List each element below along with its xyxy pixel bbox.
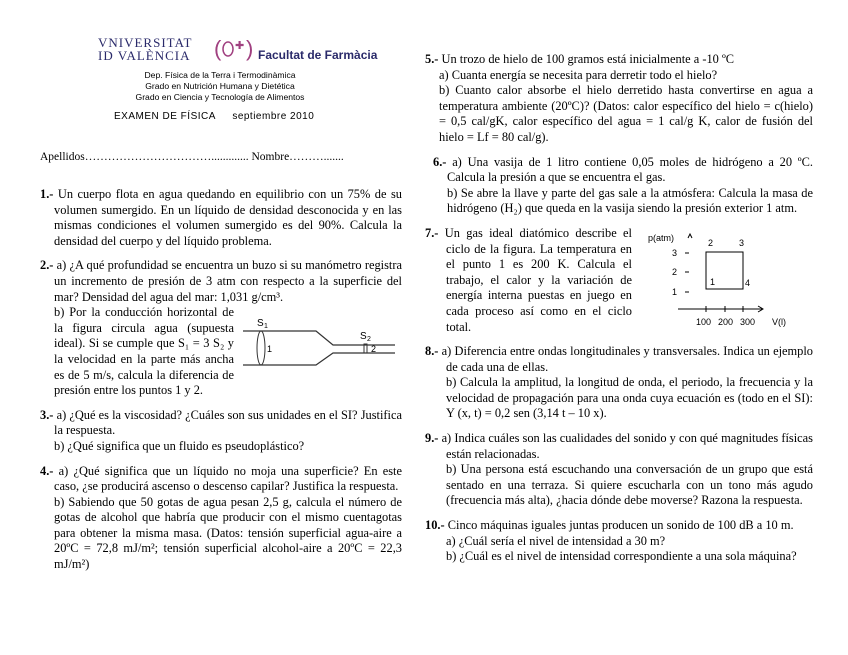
university-seal-icon	[214, 34, 256, 64]
question-part-b: b) ¿Qué significa que un fluido es pseudoplástico?	[54, 438, 305, 453]
y-tick: 3	[672, 247, 678, 258]
pipe-figure	[238, 311, 406, 381]
question-part-b: b) Sabiendo que 50 gotas de agua pesan 2,5 g, calcula el número de gotas de alcohol que habría que producir con el mismo cuentagotas para obtener la misma masa. (Datos: tensión superficial agua-aire a 20ºC = 72,8 mJ/m²; tensión superficial alcohol-aire a 20ºC = 22,3 mJ/m²)	[54, 494, 402, 572]
svg-text:): )	[246, 36, 254, 61]
pv-cycle-graph	[642, 226, 817, 331]
x-tick: 300	[740, 316, 756, 327]
svg-text:✚: ✚	[235, 40, 245, 52]
question-number: 6.-	[433, 154, 447, 169]
question-part-b: b) ¿Cuál es el nivel de intensidad correspondiente a una sola máquina?	[446, 549, 797, 564]
question-part-b: b) Una persona está escuchando una conversación de un grupo que está sentado en una terraza. Si quiere escucharla con un tono más agudo (frecuencia más alta), ¿hacia dónde debe moverse? Razona la respuesta.	[446, 462, 813, 508]
s1-sub: 1	[264, 323, 268, 331]
degree-1: Grado en Nutrición Humana y Dietética	[145, 81, 295, 91]
question-text: Un cuerpo flota en agua quedando en equilibrio con un 75% de su volumen sumergido. En un líquido de densidad desconocida y en las mismas condiciones el volumen sumergido es del 90%. Calcula la densidad del cuerpo y del líquido problema.	[54, 187, 402, 248]
question-10	[425, 518, 813, 565]
point-2-label: 2	[371, 344, 377, 355]
point-1-label: 1	[267, 344, 273, 355]
question-number: 9.-	[425, 431, 439, 446]
question-intro: Cinco máquinas iguales juntas producen un sonido de 100 dB a 10 m.	[447, 518, 794, 533]
department: Dep. Física de la Terra i Termodinàmica	[144, 70, 296, 80]
question-number: 3.-	[40, 407, 54, 422]
faculty-name: Facultat de Farmàcia	[258, 48, 378, 62]
question-number: 4.-	[40, 463, 54, 478]
x-axis-label: V(l)	[772, 316, 786, 327]
point-label: 1	[710, 276, 716, 287]
question-part-b: b) Se abre la llave y parte del gas sale a la atmósfera: Calcula la masa de hidrógeno (H₂) que queda en la vasija siendo la presión exterior 1 atm.	[447, 185, 813, 216]
question-6	[425, 155, 813, 217]
name-fields	[40, 150, 402, 165]
university-name-line2: ID VALÈNCIA	[98, 48, 191, 63]
y-tick: 2	[672, 266, 678, 277]
point-label: 2	[708, 237, 714, 248]
point-label: 3	[739, 237, 745, 248]
question-part-a: a) Cuanta energía se necesita para derretir todo el hielo?	[439, 67, 718, 82]
question-part-a: a) Indica cuáles son las cualidades del sonido y con qué magnitudes físicas están relacionadas.	[441, 431, 813, 461]
question-part-b: b) Por la conducción horizontal de la figura circula agua (supuesta ideal). Si se cumple que S₁ = 3 S₂ y la velocidad en la parte más ancha es de 5 m/s, calcula la diferencia de presión entre los puntos 1 y 2.	[54, 305, 234, 398]
question-5	[425, 52, 813, 146]
university-name-line1: VNIVERSITAT	[98, 35, 193, 50]
question-part-a: a) ¿Cuál sería el nivel de intensidad a 30 m?	[446, 533, 666, 548]
apellidos-field[interactable]: Apellidos…………………………….............	[40, 151, 249, 163]
question-part-a: a) Diferencia entre ondas longitudinales y transversales. Indica un ejemplo de cada una de ellas.	[441, 344, 813, 374]
left-column	[40, 150, 402, 582]
question-part-b: b) Calcula la amplitud, la longitud de onda, el periodo, la frecuencia y la velocidad de propagación para una onda cuya ecuación es (todo en el SI): Y (x, t) = 0,2 sen (3,14 t – 10 x).	[446, 375, 813, 421]
x-tick: 200	[718, 316, 734, 327]
right-column	[425, 52, 813, 574]
question-part-a: a) ¿Qué significa que un líquido no moja una superficie? En este caso, ¿se producirá ascenso o descenso capilar? Justifica la respuesta.	[54, 463, 402, 494]
question-9	[425, 431, 813, 509]
s2-sub: 2	[367, 336, 371, 344]
degree-2: Grado en Ciencia y Tecnología de Alimentos	[135, 92, 305, 102]
question-number: 8.-	[425, 344, 439, 359]
question-1	[40, 187, 402, 249]
question-3	[40, 408, 402, 455]
question-part-b: b) Cuanto calor absorbe el hielo derretido hasta convertirse en agua a temperatura ambiente (20ºC)? (Datos: calor específico del hielo = c(hielo) = 0,5 cal/gK, calor específico del agua = 1 cal/g K, calor de fusión del hielo = Lf = 80 cal/g).	[439, 83, 813, 144]
exam-title	[114, 109, 314, 125]
question-part-a: a) ¿A qué profundidad se encuentra un buzo si su manómetro registra un incremento de presión de 3 atm con respecto a la superficie del mar? Densidad del agua del mar: 1,031 g/cm³.	[54, 258, 402, 304]
question-intro: Un trozo de hielo de 100 gramos está inicialmente a -10 ºC	[441, 52, 735, 66]
y-axis-label: p(atm)	[648, 232, 675, 243]
question-8	[425, 344, 813, 422]
question-number: 1.-	[40, 187, 54, 201]
question-number: 2.-	[40, 258, 54, 273]
s1-label: S	[257, 318, 264, 330]
question-part-a: a) Una vasija de 1 litro contiene 0,05 moles de hidrógeno a 20 ºC. Calcula la presión a que se encuentra el gas.	[447, 154, 813, 185]
question-7	[425, 226, 813, 335]
exam-date: septiembre 2010	[232, 111, 315, 122]
question-number: 5.-	[425, 52, 439, 66]
x-tick: 100	[696, 316, 712, 327]
point-label: 4	[745, 277, 751, 288]
header-info	[110, 70, 330, 103]
question-2	[40, 258, 402, 398]
question-part-a: a) ¿Qué es la viscosidad? ¿Cuáles son sus unidades en el SI? Justifica la respuesta.	[54, 407, 402, 438]
s2-label: S	[360, 331, 367, 343]
question-text: Un gas ideal diatómico describe el ciclo de la figura. La temperatura en el punto 1 es 200 K. Calcula el trabajo, el calor y la variación de energía interna puestas en juego en cada proceso así como en el ciclo total.	[444, 225, 632, 334]
university-logo	[98, 36, 192, 62]
nombre-field[interactable]: Nombre……….......	[251, 151, 344, 163]
question-number: 10.-	[425, 518, 445, 533]
question-4	[40, 464, 402, 573]
question-number: 7.-	[425, 225, 439, 240]
svg-text:(: (	[214, 36, 222, 61]
exam-name: EXAMEN DE FÍSICA	[114, 111, 216, 122]
y-tick: 1	[672, 286, 678, 297]
